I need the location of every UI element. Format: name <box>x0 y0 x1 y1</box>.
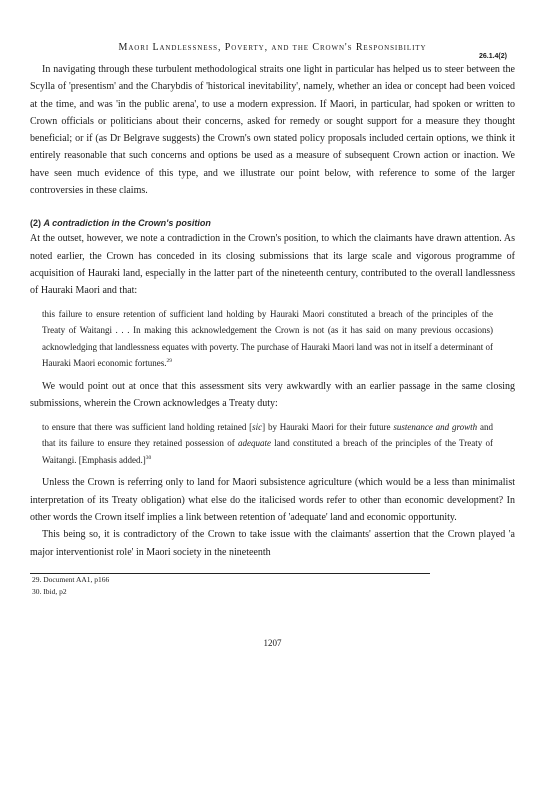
quote-2-text-c: and that its failure to ensure they retained possession of <box>42 421 493 449</box>
document-page <box>30 30 515 648</box>
quote-2-emphasis-2: adequate <box>237 438 271 449</box>
section-number: 26.1.4(2) <box>478 53 507 60</box>
paragraph-contradiction: At the outset, however, we note a contradiction in the Crown's position, to which the claimants have drawn attention. As noted earlier, the Crown has conceded in its closing submissions that its large scale and vigorous programme of acquisition of Hauraki land, especially in the latter part of the nineteenth century, contributed to the overall landlessness of Hauraki Maori and that: <box>30 233 515 297</box>
section-heading <box>30 217 515 230</box>
block-quote-2 <box>42 419 493 469</box>
footnote-ref-30: 30 <box>145 454 152 461</box>
footnote-ref-29: 29 <box>166 358 172 365</box>
quote-2-text-a: to ensure that there was sufficient land holding retained [ <box>42 421 253 432</box>
section-heading-number: (2) <box>30 218 41 229</box>
footnote-29: 29. Document AA1, p166 <box>32 574 110 584</box>
paragraph-methodology: In navigating through these turbulent methodological straits one light in particular has helped us to steer between the Scylla of 'presentism' and the Charybdis of 'historical inevitability', namely, whether an idea or concept had been voiced at the time, and was 'in the public arena', to use a modern expression. If Maori, in particular, had spoken or written to Crown officials or politicians about their concerns, asked for remedy or sought support for a measure they thought beneficial; or if (as Dr Belgrave suggests) the Crown's own stated policy proposals included certain options, we think it entirely reasonable that such concerns and options be used as a measure of subsequent Crown action or inaction. We have seen much evidence of this type, and we illustrate our point below, with reference to some of the larger controversies in these claims. <box>30 64 515 197</box>
page-number: 1207 <box>263 638 282 648</box>
block-quote-1 <box>42 306 493 372</box>
footnote-30: 30. Ibid, p2 <box>32 586 67 596</box>
quote-2-sic: sic <box>252 421 263 432</box>
paragraph-unless: Unless the Crown is referring only to land for Maori subsistence agriculture (which would be a less than minimalist interpretation of its Treaty obligation) what else do the italicised words refer to other than economic development? In other words the Crown itself implies a link between retention of 'adequate' land and economic opportunity. <box>30 477 515 523</box>
paragraph-assessment: We would point out at once that this assessment sits very awkwardly with an earlier passage in the same closing submissions, wherein the Crown acknowledges a Treaty duty: <box>30 380 515 410</box>
quote-2-text-d: land constituted a breach of the principles of the Treaty of Waitangi. [Emphasis added.] <box>42 438 494 465</box>
section-heading-title: A contradiction in the Crown's position <box>43 218 211 229</box>
quote-2-emphasis-1: sustenance and growth <box>393 421 478 432</box>
running-head: Maori Landlessness, Poverty, and the Crown's Responsibility <box>118 42 427 53</box>
quote-2-text-b: ] by Hauraki Maori for their future <box>262 421 394 432</box>
paragraph-this-being-so: This being so, it is contradictory of the Crown to take issue with the claimants' assertion that the Crown played 'a major interventionist role' in Maori society in the nineteenth <box>30 529 515 558</box>
quote-1-text: this failure to ensure retention of sufficient land holding by Hauraki Maori constituted a breach of the principles of the Treaty of Waitangi . . . In making this acknowledgement the Crown is not (as it has said on many previous occasions) acknowledging that landlessness equates with poverty. The purchase of Hauraki Maori land was not in itself a determinant of Hauraki Maori economic fortunes. <box>42 308 493 369</box>
